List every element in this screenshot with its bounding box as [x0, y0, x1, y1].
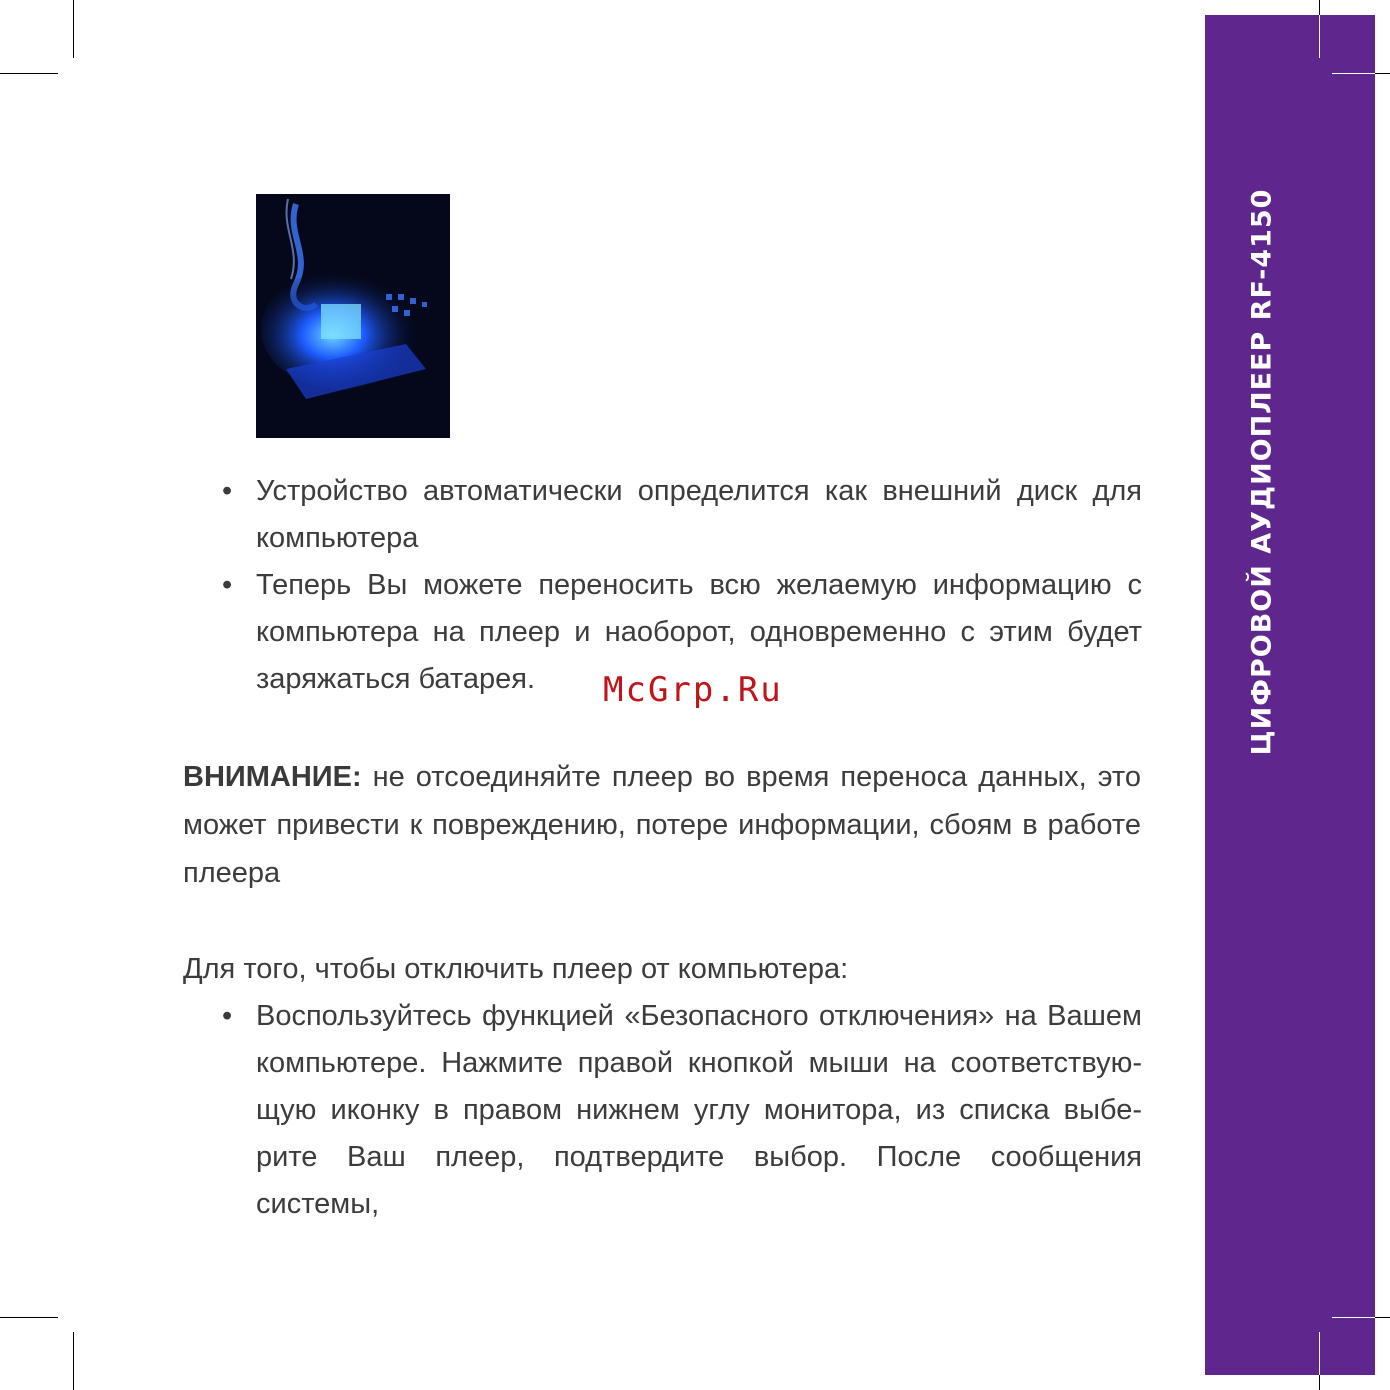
intro-text: Для того, чтобы отключить плеер от компьютера:: [183, 953, 849, 985]
crop-mark: [73, 1332, 74, 1390]
bullet-list-top: [220, 468, 1142, 703]
warning-label: ВНИМАНИЕ:: [183, 761, 362, 793]
crop-mark: [1332, 1317, 1375, 1318]
crop-mark: [73, 0, 74, 58]
side-band: [1205, 15, 1375, 1375]
side-title: ЦИФРОВОЙ АУДИОПЛЕЕР RF-4150: [1246, 188, 1278, 756]
crop-mark: [1319, 15, 1320, 58]
watermark: McGrp.Ru: [603, 670, 783, 710]
usb-connector-icon: [256, 194, 450, 438]
list-item: • Воспользуйтесь функцией «Безопасного отключения» на Вашем компьютере. Нажмите правой кнопкой мыши на соответствую-щую иконку в правом нижнем углу монитора, из списка выбе-рите Ваш плеер, подтвердите выбор. После сообщения системы,: [222, 1000, 1142, 1220]
crop-mark: [1319, 1332, 1320, 1375]
usb-connector-photo: [256, 194, 450, 438]
crop-mark: [0, 1317, 58, 1318]
crop-mark: [0, 73, 58, 74]
list-item: • Устройство автоматически определится как внешний диск для компьютера: [222, 475, 1142, 554]
bullet-list-bottom: [220, 993, 1142, 1228]
list-item: • Теперь Вы можете переносить всю желаемую информацию с компьютера на плеер и наоборот, одновременно с этим будет заряжаться батарея.: [222, 569, 1142, 695]
crop-mark: [1332, 73, 1375, 74]
warning-paragraph: [183, 753, 1141, 897]
warning-text: не отсоединяйте плеер во время переноса данных, это может привести к повреждению, потере информации, сбоям в работе плеера: [183, 761, 1141, 889]
